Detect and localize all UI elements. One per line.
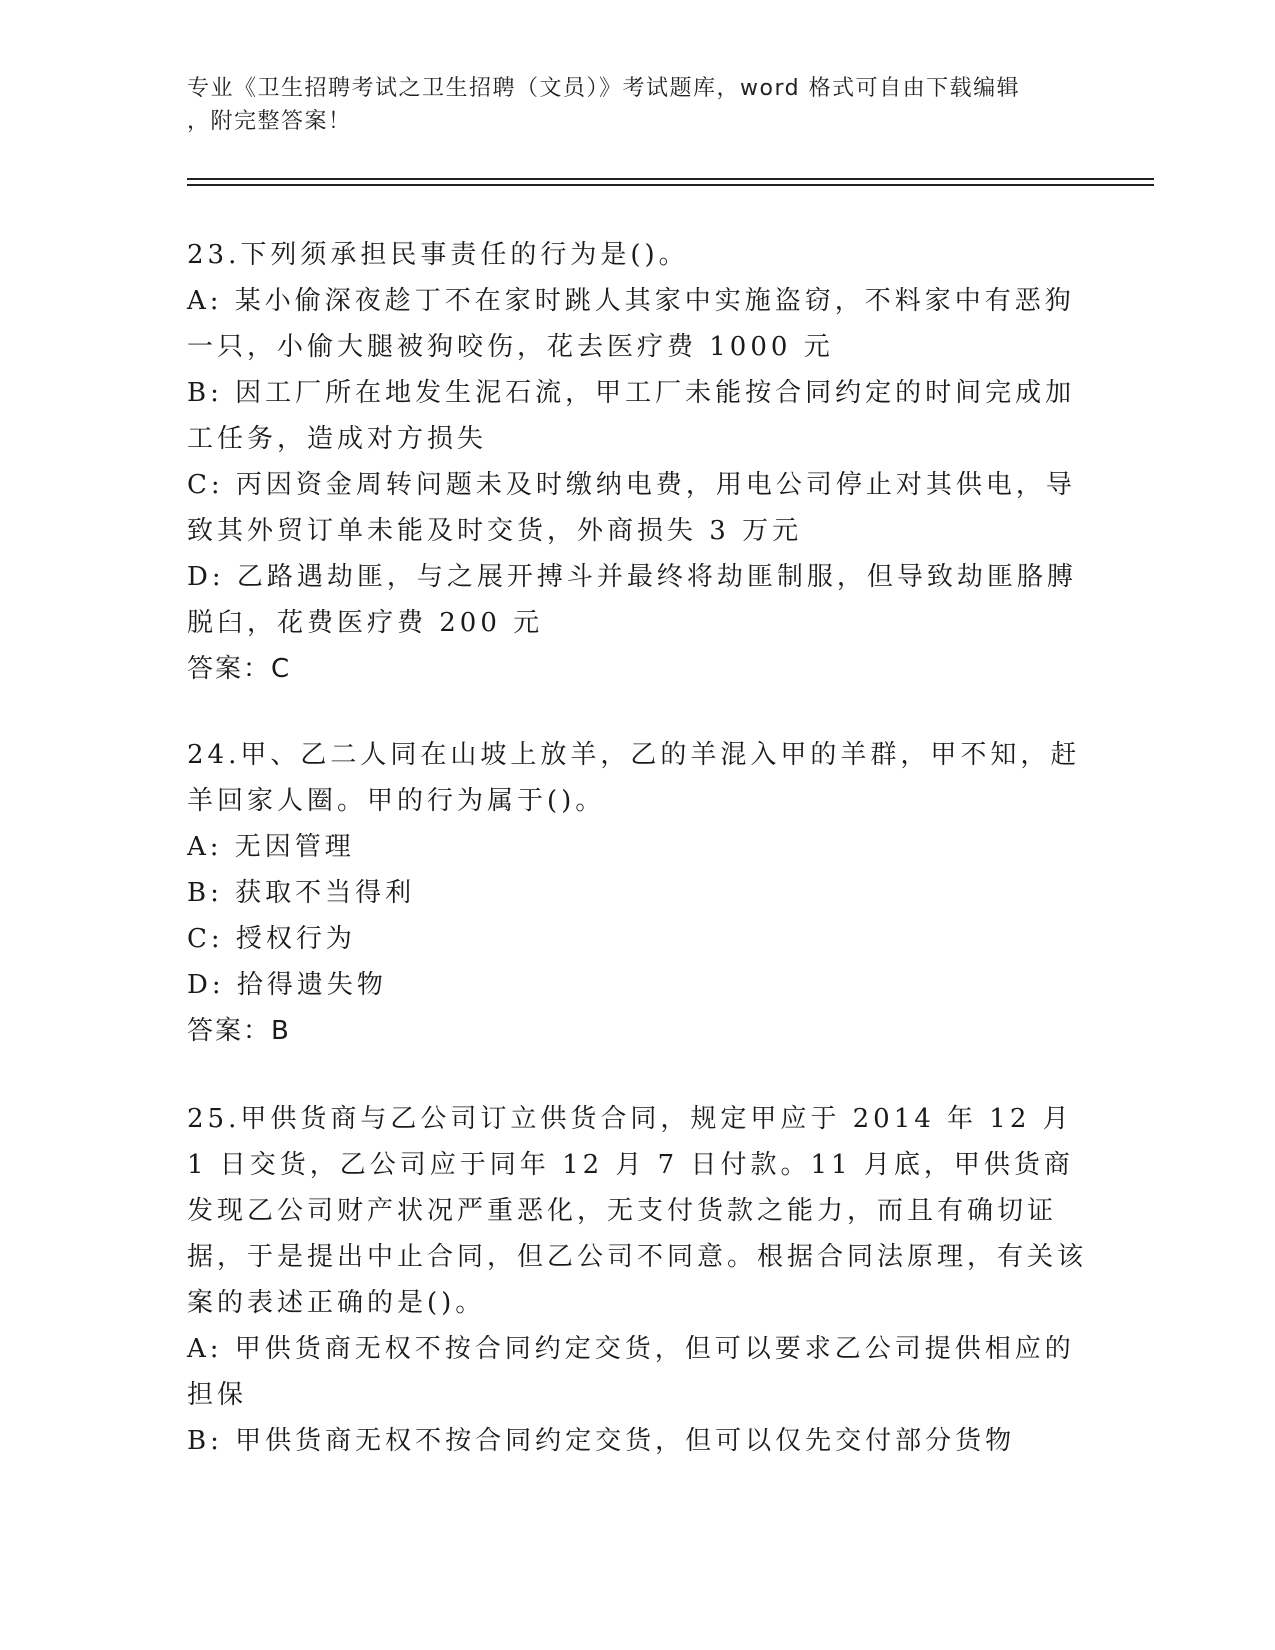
option-b: B: 获取不当得利: [187, 878, 416, 908]
question-stem: 25.甲供货商与乙公司订立供货合同，规定甲应于 2014 年 12 月 1 日交货，乙公司应于同年 12 月 7 日付款。11 月底，甲供货商发现乙公司财产状况严重恶化，无支付货款之能力，而且有确切证据，于是提出中止合同，但乙公司不同意。根据合同法原理，有关该案的表述正确的是()。: [187, 1104, 1088, 1318]
question-24: [187, 732, 1087, 1054]
question-23: [187, 232, 1087, 692]
question-25: [187, 1096, 1087, 1464]
header-divider-top: [187, 178, 1154, 180]
option-d: D: 乙路遇劫匪，与之展开搏斗并最终将劫匪制服，但导致劫匪胳膊脱臼，花费医疗费 200 元: [187, 562, 1077, 638]
option-c: C: 丙因资金周转问题未及时缴纳电费，用电公司停止对其供电，导致其外贸订单未能及时交货，外商损失 3 万元: [187, 470, 1076, 546]
question-stem: 23.下列须承担民事责任的行为是()。: [187, 240, 689, 270]
header-divider-bottom: [187, 184, 1154, 186]
option-b: B: 因工厂所在地发生泥石流，甲工厂未能按合同约定的时间完成加工任务，造成对方损失: [187, 378, 1076, 454]
question-stem: 24.甲、乙二人同在山坡上放羊，乙的羊混入甲的羊群，甲不知，赶羊回家人圈。甲的行为属于()。: [187, 740, 1081, 816]
option-a: A: 某小偷深夜趁丁不在家时跳人其家中实施盗窃，不料家中有恶狗一只，小偷大腿被狗咬伤，花去医疗费 1000 元: [187, 286, 1075, 362]
header-line-1: 专业《卫生招聘考试之卫生招聘（文员）》考试题库，word 格式可自由下载编辑: [187, 76, 1021, 101]
document-header: [187, 72, 1087, 138]
answer-line: 答案：C: [187, 654, 292, 684]
option-b: B: 甲供货商无权不按合同约定交货，但可以仅先交付部分货物: [187, 1426, 1016, 1456]
option-a: A: 无因管理: [187, 832, 355, 862]
header-line-2: ，附完整答案！: [187, 109, 352, 134]
answer-line: 答案：B: [187, 1016, 291, 1046]
option-d: D: 拾得遗失物: [187, 970, 387, 1000]
option-a: A: 甲供货商无权不按合同约定交货，但可以要求乙公司提供相应的担保: [187, 1334, 1075, 1410]
option-c: C: 授权行为: [187, 924, 356, 954]
